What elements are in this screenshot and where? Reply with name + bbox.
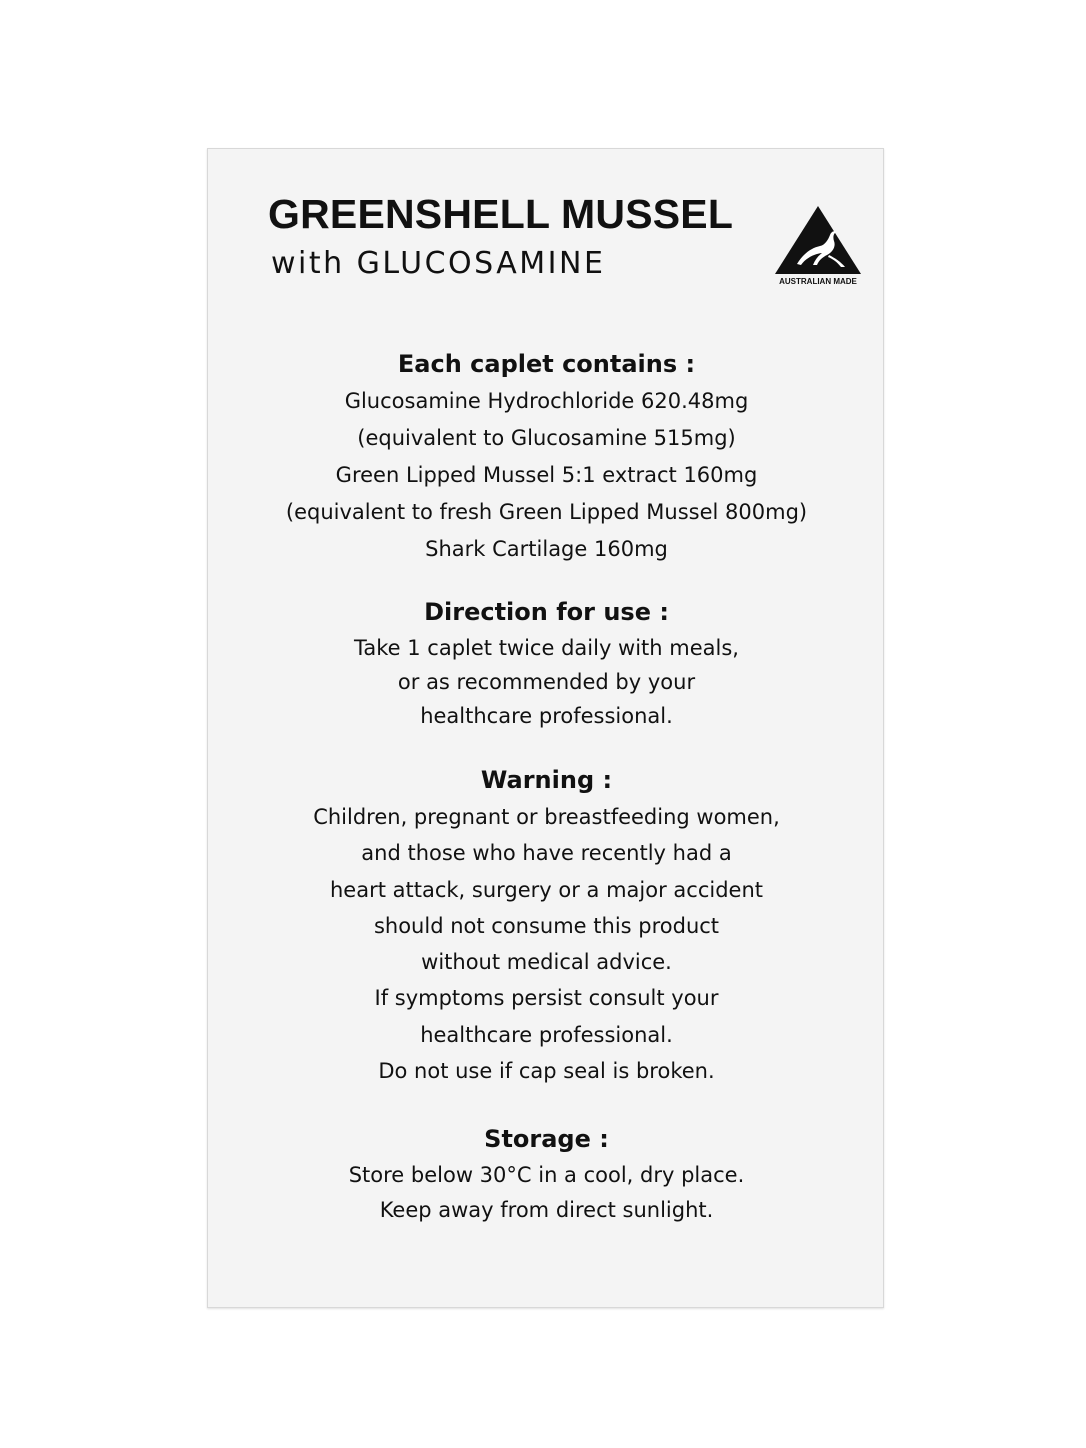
warning-line: and those who have recently had a xyxy=(361,841,732,866)
contains-line: (equivalent to Glucosamine 515mg) xyxy=(357,426,736,450)
warning-line: Children, pregnant or breastfeeding women, xyxy=(313,805,780,829)
contains-line: Glucosamine Hydrochloride 620.48mg xyxy=(344,389,749,413)
storage-section xyxy=(208,1122,885,1228)
warning-line: healthcare professional. xyxy=(420,1022,673,1047)
australian-made-logo xyxy=(773,204,863,292)
contains-heading: Each caplet contains : xyxy=(397,350,696,378)
product-label-panel xyxy=(207,148,884,1308)
warning-line: should not consume this product xyxy=(373,913,720,938)
warning-line: without medical advice. xyxy=(421,950,672,975)
australian-made-caption: AUSTRALIAN MADE xyxy=(779,277,857,286)
storage-line: Store below 30°C in a cool, dry place. xyxy=(348,1163,745,1187)
directions-line: or as recommended by your xyxy=(397,670,696,694)
directions-section xyxy=(208,595,885,733)
contains-line: Green Lipped Mussel 5:1 extract 160mg xyxy=(335,463,758,487)
directions-heading: Direction for use : xyxy=(424,598,669,626)
storage-line: Keep away from direct sunlight. xyxy=(379,1198,714,1222)
directions-line: Take 1 caplet twice daily with meals, xyxy=(354,636,739,660)
contains-line: (equivalent to fresh Green Lipped Mussel 800mg) xyxy=(285,500,808,524)
storage-heading: Storage : xyxy=(484,1125,609,1153)
directions-line: healthcare professional. xyxy=(420,704,673,728)
contains-line: Shark Cartilage 160mg xyxy=(425,537,668,561)
product-subtitle: with GLUCOSAMINE xyxy=(271,246,606,281)
contains-section xyxy=(208,347,885,568)
kangaroo-triangle-icon xyxy=(773,204,863,276)
warning-line: heart attack, surgery or a major accident xyxy=(329,877,763,902)
warning-line: If symptoms persist consult your xyxy=(374,986,719,1011)
product-title: GREENSHELL MUSSEL xyxy=(268,191,734,237)
warning-line: Do not use if cap seal is broken. xyxy=(378,1059,715,1084)
warning-heading: Warning : xyxy=(480,766,613,794)
warning-section xyxy=(208,763,885,1089)
